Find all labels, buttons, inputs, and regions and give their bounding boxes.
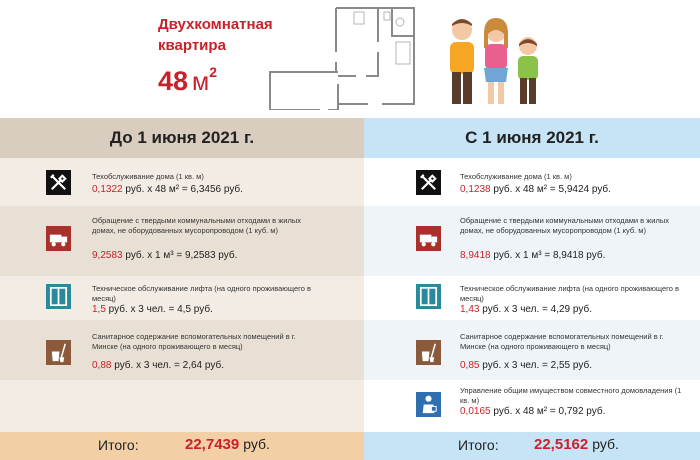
elevator-icon xyxy=(46,284,71,309)
broom-bucket-icon xyxy=(416,340,441,365)
item-desc: Обращение с твердыми коммунальными отходами в жилых домах, не оборудованных мусоропроводом (1 куб. м) xyxy=(460,216,669,235)
item-calc: 1,5 руб. х 3 чел. = 4,5 руб. xyxy=(92,304,213,315)
item-calc: 0,88 руб. х 3 чел. = 2,64 руб. xyxy=(92,360,224,371)
total-row-before xyxy=(0,432,364,460)
garbage-truck-icon xyxy=(416,226,441,251)
column-after xyxy=(364,118,700,460)
item-desc: Техобслуживание дома (1 кв. м) xyxy=(92,172,204,181)
column-before xyxy=(0,118,364,460)
item-desc: Управление общим имуществом совместного домовладения (1 кв. м) xyxy=(460,386,682,405)
item-desc: Техническое обслуживание лифта (на одного проживающего в месяц) xyxy=(460,284,679,303)
item-calc: 0,85 руб. х 3 чел. = 2,55 руб. xyxy=(460,360,592,371)
area-unit: м xyxy=(192,68,210,96)
apartment-title: Двухкомнатная квартира xyxy=(158,16,273,54)
item-desc: Техобслуживание дома (1 кв. м) xyxy=(460,172,572,181)
item-calc: 8,9418 руб. х 1 м³ = 8,9418 руб. xyxy=(460,250,606,261)
item-calc: 0,1322 руб. х 48 м² = 6,3456 руб. xyxy=(92,184,243,195)
elevator-icon xyxy=(416,284,441,309)
column-before-heading: До 1 июня 2021 г. xyxy=(0,118,364,158)
item-calc: 0,0165 руб. х 48 м² = 0,792 руб. xyxy=(460,406,606,417)
total-value: 22,7439 руб. xyxy=(185,436,270,453)
column-after-heading: С 1 июня 2021 г. xyxy=(364,118,700,158)
tools-icon xyxy=(46,170,71,195)
item-desc: Санитарное содержание вспомогательных помещений в г. Минске (на одного проживающего в месяц) xyxy=(92,332,296,351)
item-desc: Обращение с твердыми коммунальными отходами в жилых домах, не оборудованных мусоропроводом (1 куб. м) xyxy=(92,216,301,235)
apartment-area xyxy=(158,66,217,97)
header xyxy=(0,0,700,118)
total-label: Итого: xyxy=(98,437,139,453)
item-desc: Техническое обслуживание лифта (на одного проживающего в месяц) xyxy=(92,284,311,303)
item-desc: Санитарное содержание вспомогательных помещений в г. Минске (на одного проживающего в месяц) xyxy=(460,332,664,351)
total-value: 22,5162 руб. xyxy=(534,436,619,453)
area-power: 2 xyxy=(209,64,218,80)
garbage-truck-icon xyxy=(46,226,71,251)
area-value: 48 xyxy=(158,66,189,96)
item-calc: 0,1238 руб. х 48 м² = 5,9424 руб. xyxy=(460,184,611,195)
floor-plan-icon xyxy=(268,6,416,110)
manager-icon xyxy=(416,392,441,417)
tools-icon xyxy=(416,170,441,195)
total-row-after xyxy=(364,432,700,460)
family-icon xyxy=(440,8,550,108)
broom-bucket-icon xyxy=(46,340,71,365)
total-label: Итого: xyxy=(458,437,499,453)
item-calc: 9,2583 руб. х 1 м³ = 9,2583 руб. xyxy=(92,250,238,261)
item-calc: 1,43 руб. х 3 чел. = 4,29 руб. xyxy=(460,304,592,315)
